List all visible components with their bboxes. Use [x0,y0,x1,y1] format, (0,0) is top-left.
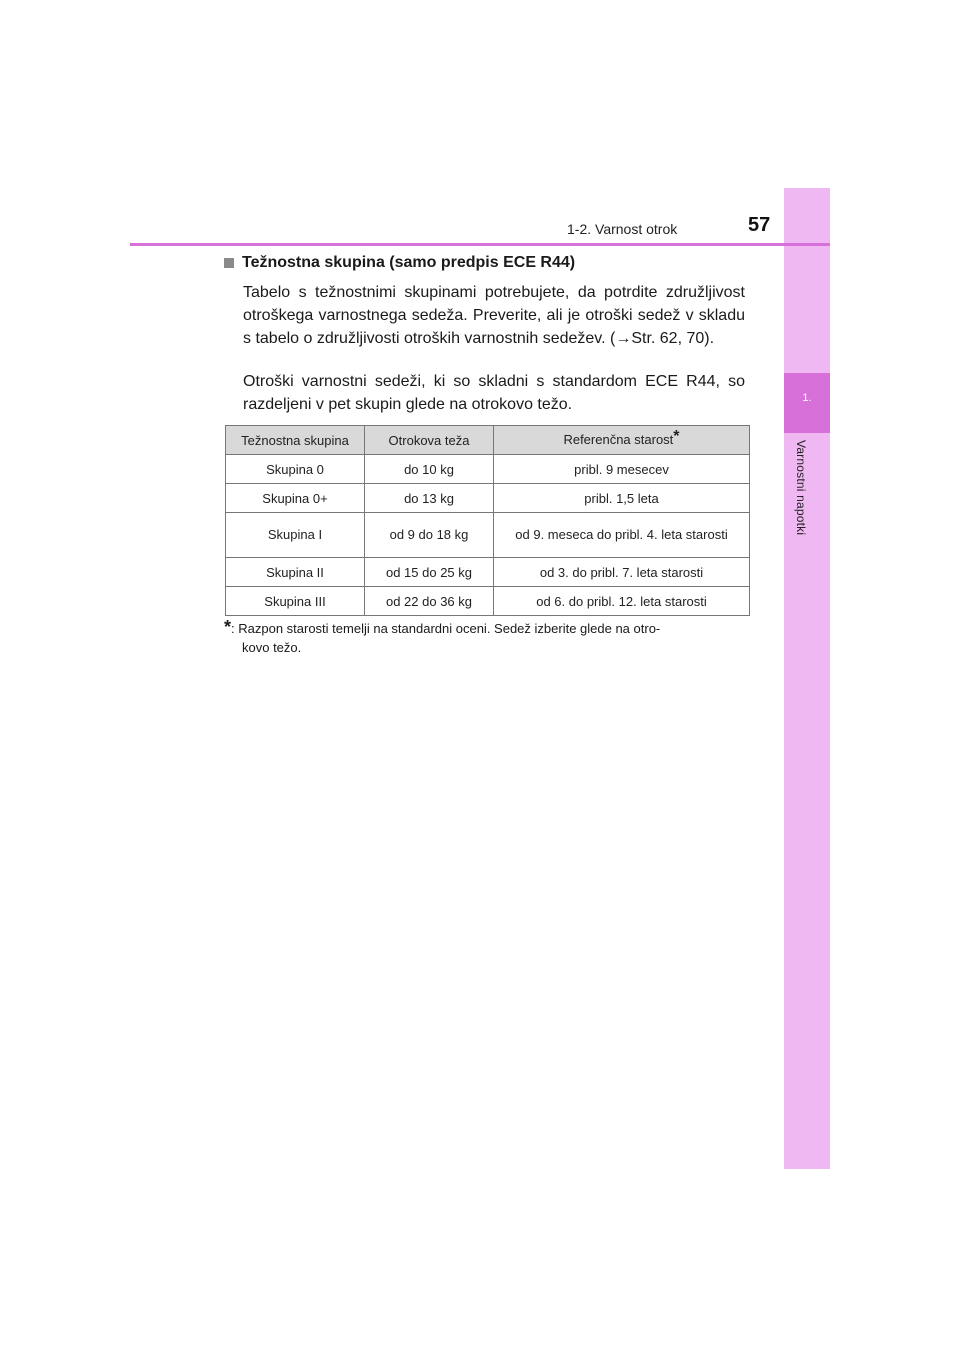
square-bullet-icon [224,258,234,268]
chapter-side-tab [784,188,830,1169]
footnote [224,618,746,657]
table-header-row [226,426,750,455]
table-cell: Skupina I [226,513,365,558]
table-row [226,513,750,558]
table-cell: od 6. do pribl. 12. leta starosti [494,587,750,616]
footnote-marker: * [673,428,680,445]
paragraph-groups: Otroški varnostni sedeži, ki so skladni s standardom ECE R44, so razdeljeni v pet skupin glede na otrokovo težo. [243,373,745,413]
table-row [226,587,750,616]
table-cell: pribl. 9 mesecev [494,455,750,484]
page-number: 57 [748,214,771,236]
table-cell: pribl. 1,5 leta [494,484,750,513]
table-cell: od 9. meseca do pribl. 4. leta starosti [494,513,750,558]
chapter-title: Varnostni napotki [794,440,808,536]
table-cell: Skupina III [226,587,365,616]
section-heading [224,254,575,272]
footnote-text-continued: kovo težo. [242,640,302,655]
section-heading-text: Težnostna skupina (samo predpis ECE R44) [242,254,576,271]
footnote-marker: * [224,617,232,637]
column-header-age [494,426,750,455]
weight-group-table [225,425,750,616]
table-cell: od 3. do pribl. 7. leta starosti [494,558,750,587]
column-header: Otrokova teža [365,426,494,455]
table-cell: od 15 do 25 kg [365,558,494,587]
section-label: 1-2. Varnost otrok [567,221,678,237]
paragraph-compatibility: Tabelo s težnostnimi skupinami potrebujete, da potrdite združljivost otroškega varnostnega sedeža. Preverite, ali je otroški sedež v skladu s tabelo o združljivosti otroških varnostnih sedežev. (→Str. 62, 70). [243,284,745,347]
footnote-text: : Razpon starosti temelji na standardni oceni. Sedež izberite glede na otro- [231,621,661,636]
chapter-number: 1. [802,392,812,404]
column-header: Težnostna skupina [226,426,365,455]
column-header-text: Referenčna starost [563,432,674,447]
footnote-line [224,618,746,638]
table-cell: od 9 do 18 kg [365,513,494,558]
table-cell: do 10 kg [365,455,494,484]
header-rule [130,243,830,246]
table-row [226,484,750,513]
table-cell: Skupina 0+ [226,484,365,513]
table-row [226,455,750,484]
table-cell: Skupina II [226,558,365,587]
table-row [226,558,750,587]
table-cell: Skupina 0 [226,455,365,484]
table-cell: do 13 kg [365,484,494,513]
table-cell: od 22 do 36 kg [365,587,494,616]
